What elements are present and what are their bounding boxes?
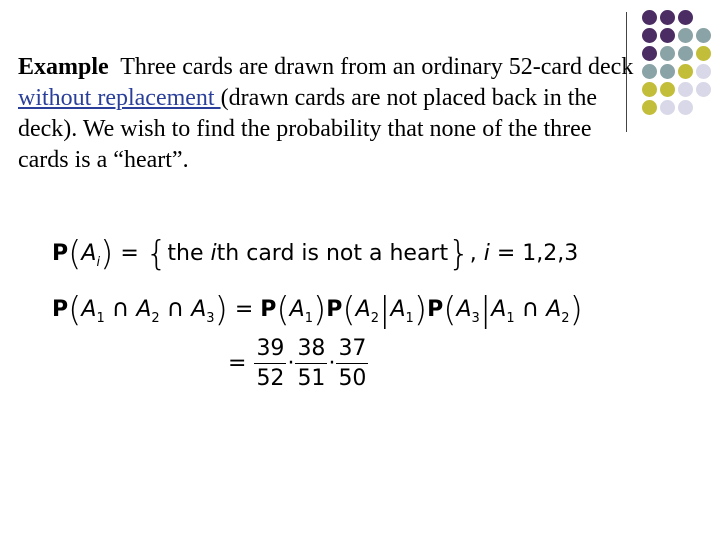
paren-close: ) [100, 234, 114, 274]
decor-dot [642, 10, 657, 25]
paren-close: ) [413, 290, 428, 330]
paren-open: ( [68, 234, 82, 274]
decor-dot [642, 100, 657, 115]
event-a1: A [81, 297, 97, 322]
decor-dot [678, 10, 693, 25]
equation-fraction-product [228, 336, 369, 391]
decor-dot [660, 82, 675, 97]
sub-1: 1 [405, 311, 414, 326]
paren-close: ) [214, 290, 228, 330]
paren-open: ( [276, 290, 290, 330]
decor-dot [678, 100, 693, 115]
fraction-2 [295, 336, 327, 391]
decor-dot [696, 46, 711, 61]
sub-2: 2 [561, 311, 570, 326]
sub-1: 1 [96, 311, 105, 326]
paren-close: ) [569, 290, 583, 330]
decor-dot [642, 28, 657, 43]
numerator: 38 [297, 336, 326, 361]
example-label: Example [18, 54, 109, 80]
multiply-dot: · [328, 351, 336, 376]
brace-close: } [448, 234, 470, 274]
sub-1: 1 [304, 311, 314, 326]
paren-close: ) [313, 290, 327, 330]
event-a1: A [289, 297, 305, 322]
numerator: 39 [256, 336, 285, 361]
event-subscript: i [96, 255, 101, 270]
without-replacement-link[interactable]: without replacement [18, 85, 221, 111]
fraction-3 [336, 336, 368, 391]
example-paragraph [18, 52, 638, 176]
paren-open: ( [443, 290, 457, 330]
decor-dot [642, 82, 657, 97]
prob-symbol: P [326, 297, 343, 322]
prob-symbol: P [260, 297, 277, 322]
set-text-post: th card is not a heart [216, 241, 449, 266]
intersection-symbol: ∩ [111, 294, 130, 322]
decor-dot [696, 64, 711, 79]
event-a2: A [546, 297, 562, 322]
denominator: 50 [336, 363, 368, 391]
index-values: = 1,2,3 [496, 241, 579, 266]
decor-dot [678, 64, 693, 79]
given-bar: | [479, 290, 492, 330]
equals-sign: = [234, 297, 254, 322]
equals-sign: = [228, 351, 247, 376]
event-a3: A [456, 297, 472, 322]
decor-dot [660, 46, 675, 61]
prob-symbol: P [52, 241, 69, 266]
decor-dot [678, 46, 693, 61]
decor-dot [696, 82, 711, 97]
denominator: 52 [254, 363, 286, 391]
decor-dot [696, 28, 711, 43]
equation-chain-rule [52, 290, 583, 330]
set-text-i: i [210, 241, 217, 266]
event-a2: A [136, 297, 152, 322]
decor-dot [660, 28, 675, 43]
paren-open: ( [68, 290, 82, 330]
brace-open: { [145, 234, 168, 274]
intersection-symbol: ∩ [166, 294, 185, 322]
decor-dot [660, 64, 675, 79]
event-a1: A [491, 297, 507, 322]
sub-2: 2 [151, 311, 160, 326]
equals-sign: = [120, 241, 139, 266]
sub-2: 2 [370, 311, 380, 326]
event-a2: A [355, 297, 371, 322]
decorative-dot-grid [638, 10, 718, 120]
decor-dot [660, 100, 675, 115]
numerator: 37 [338, 336, 367, 361]
sub-3: 3 [471, 311, 480, 326]
given-bar: | [379, 290, 391, 330]
prob-symbol: P [427, 297, 444, 322]
index-variable: i [483, 241, 490, 266]
event-symbol: A [81, 241, 97, 266]
intersection-symbol: ∩ [521, 294, 540, 322]
sub-3: 3 [206, 311, 215, 326]
prob-symbol: P [52, 297, 69, 322]
decor-dot [660, 10, 675, 25]
equation-event-definition [52, 234, 578, 274]
event-a3: A [191, 297, 207, 322]
comma: , [469, 241, 477, 266]
example-text-after: (drawn cards are not placed back in the deck). We wish to find the probability that none of the three cards is a “heart”. [18, 85, 598, 173]
denominator: 51 [295, 363, 327, 391]
fraction-1 [254, 336, 286, 391]
multiply-dot: · [287, 351, 295, 376]
decor-dot [678, 28, 693, 43]
event-a1: A [390, 297, 406, 322]
paren-open: ( [342, 290, 356, 330]
decor-dot [642, 46, 657, 61]
example-text-before: Three cards are drawn from an ordinary 52-card deck [120, 54, 634, 80]
set-text-pre: the [167, 241, 211, 266]
sub-1: 1 [506, 311, 515, 326]
decor-dot [678, 82, 693, 97]
decor-dot [642, 64, 657, 79]
